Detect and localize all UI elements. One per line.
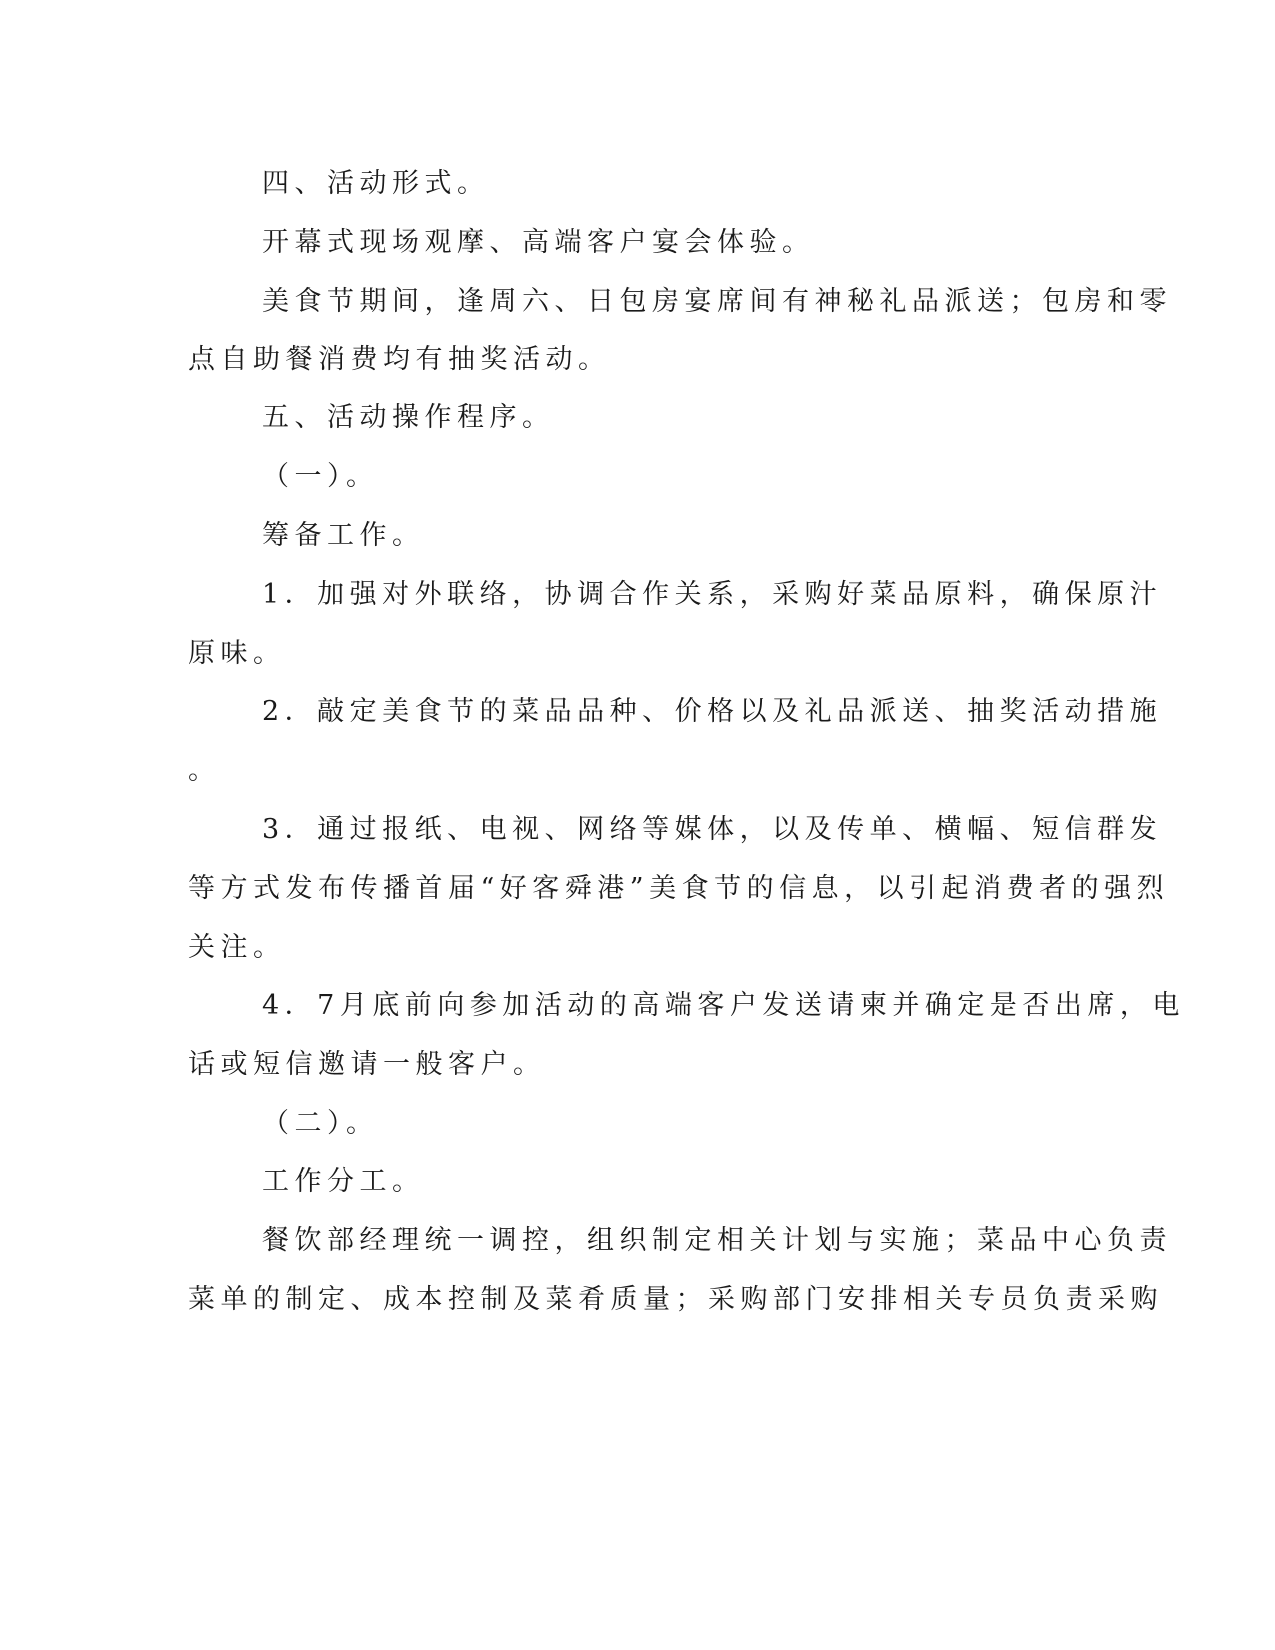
heading-section-4: 四、活动形式。 [262,168,490,199]
paragraph-line: 餐饮部经理统一调控，组织制定相关计划与实施；菜品中心负责 [262,1225,1172,1256]
list-item-2: 2．敲定美食节的菜品品种、价格以及礼品派送、抽奖活动措施 [262,696,1163,727]
paragraph-line: 开幕式现场观摩、高端客户宴会体验。 [262,227,815,258]
list-item-3: 3．通过报纸、电视、网络等媒体，以及传单、横幅、短信群发 [262,814,1163,845]
subheading-1: （一）。 [262,461,379,492]
list-item-1: 1．加强对外联络，协调合作关系，采购好菜品原料，确保原汁 [262,579,1163,610]
paragraph-line: 话或短信邀请一般客户。 [188,1049,546,1080]
list-item-4: 4．7月底前向参加活动的高端客户发送请柬并确定是否出席，电 [262,990,1185,1021]
paragraph-line: 关注。 [188,932,286,963]
paragraph-line: 原味。 [188,638,286,669]
paragraph-line: 美食节期间，逢周六、日包房宴席间有神秘礼品派送；包房和零 [262,286,1172,317]
paragraph-line: 菜单的制定、成本控制及菜肴质量；采购部门安排相关专员负责采购 [188,1284,1163,1315]
paragraph-line: 。 [188,755,221,786]
paragraph-line: 筹备工作。 [262,520,425,551]
paragraph-line: 等方式发布传播首届“好客舜港”美食节的信息，以引起消费者的强烈 [188,873,1170,904]
paragraph-line: 点自助餐消费均有抽奖活动。 [188,344,611,375]
paragraph-line: 工作分工。 [262,1166,425,1197]
heading-section-5: 五、活动操作程序。 [262,402,555,433]
subheading-2: （二）。 [262,1108,379,1139]
